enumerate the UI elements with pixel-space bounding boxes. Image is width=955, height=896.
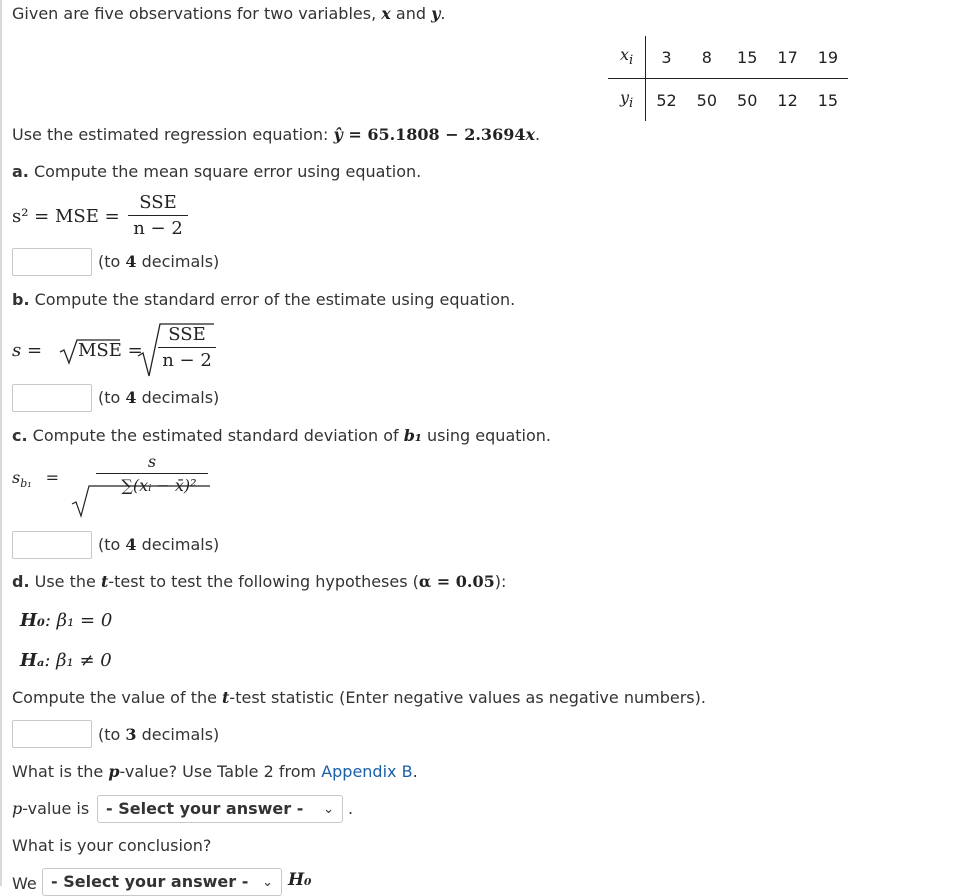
x-value: 17 <box>767 36 807 79</box>
part-a-text: Compute the mean square error using equation. <box>28 162 422 181</box>
s-numerator: SSE <box>168 324 206 345</box>
part-b-prefix: b. <box>12 290 30 309</box>
part-c-prefix: c. <box>12 426 28 445</box>
regression-period: . <box>535 125 541 144</box>
appendix-b-link[interactable]: Appendix B <box>321 762 413 781</box>
sb1-lhs: $s_{b_1}$ = <box>12 468 60 491</box>
part-b-text: Compute the standard error of the estimate using equation. <box>29 290 516 309</box>
s-lhs: s = <box>12 340 43 361</box>
intro-period: . <box>440 4 446 23</box>
mse-numerator: SSE <box>139 192 177 213</box>
observations-table <box>608 36 848 121</box>
part-d-prompt <box>12 572 506 591</box>
sb1-numerator: s <box>147 452 157 471</box>
y-value: 50 <box>696 90 718 110</box>
t-stat-answer-input[interactable] <box>12 720 92 748</box>
x-value: 15 <box>727 36 767 79</box>
null-hypothesis: H₀: β₁ = 0 <box>20 610 113 631</box>
sqrt-mse: MSE = <box>78 340 143 361</box>
intro-and: and <box>390 4 432 23</box>
part-b-prompt <box>12 290 515 309</box>
y-label: $y_i$ <box>608 79 646 122</box>
p-value-label: p-value is <box>12 799 90 818</box>
x-value: 3 <box>646 36 687 79</box>
alpha-value: α = 0.05 <box>418 572 495 591</box>
regression-line <box>12 125 540 144</box>
conclusion-we: We <box>12 874 37 893</box>
t-stat-hint: (to 3 decimals) <box>98 725 220 744</box>
s-answer-input[interactable] <box>12 384 92 412</box>
y-value: 15 <box>817 90 839 110</box>
part-c-text: Compute the estimated standard deviation of <box>27 426 404 445</box>
sb1-answer-input[interactable] <box>12 531 92 559</box>
part-d-prefix: d. <box>12 572 30 591</box>
fraction-bar <box>128 215 188 216</box>
conclusion-select-text: - Select your answer - <box>51 872 249 891</box>
x-label: $x_i$ <box>608 36 646 79</box>
mse-lhs: s² = MSE = <box>12 206 120 227</box>
p-value-select-text: - Select your answer - <box>106 799 304 818</box>
part-a-prompt <box>12 162 421 181</box>
conclusion-select[interactable] <box>42 868 282 896</box>
t-symbol: t <box>100 572 109 591</box>
mse-fraction <box>128 192 188 239</box>
regression-x: x <box>525 125 536 144</box>
chevron-down-icon: ⌄ <box>323 802 334 817</box>
yhat: ŷ <box>333 125 343 144</box>
b1-symbol: b₁ <box>403 426 422 445</box>
part-c-text-end: using equation. <box>421 426 551 445</box>
x-value: 19 <box>808 36 848 79</box>
sb1-hint: (to 4 decimals) <box>98 535 220 554</box>
p-value-period: . <box>348 799 354 818</box>
left-border <box>0 0 2 886</box>
conclusion-h0: H₀ <box>288 870 312 890</box>
s-denominator: n − 2 <box>162 350 212 371</box>
alt-hypothesis: Hₐ: β₁ ≠ 0 <box>20 650 112 671</box>
intro-text <box>12 4 445 23</box>
p-value-select[interactable] <box>97 795 343 823</box>
mse-answer-input[interactable] <box>12 248 92 276</box>
conclusion-question: What is your conclusion? <box>12 836 212 855</box>
y-value: 50 <box>737 90 758 110</box>
part-d-text: Use the <box>29 572 101 591</box>
regression-text: Use the estimated regression equation: <box>12 125 334 144</box>
table-row-x <box>608 36 848 79</box>
table-row-y <box>608 79 848 122</box>
x-value: 8 <box>687 36 727 79</box>
chevron-down-icon: ⌄ <box>262 875 273 890</box>
part-a-prefix: a. <box>12 162 29 181</box>
intro-sentence: Given are five observations for two variables, <box>12 4 382 23</box>
part-c-prompt <box>12 426 551 445</box>
fraction-bar <box>96 473 208 474</box>
part-d-text-mid: -test to test the following hypotheses ( <box>108 572 419 591</box>
var-y: y <box>431 4 441 23</box>
mse-denominator: n − 2 <box>133 218 183 239</box>
y-value: 12 <box>777 90 798 110</box>
t-stat-prompt: Compute the value of the t-test statistic (Enter negative values as negative numbers). <box>12 688 706 707</box>
part-d-close: ): <box>494 572 507 591</box>
var-x: x <box>381 4 391 23</box>
s-hint: (to 4 decimals) <box>98 388 220 407</box>
fraction-bar <box>158 347 216 348</box>
regression-equation: = 65.1808 − 2.3694 <box>342 125 526 144</box>
s-fraction <box>158 324 216 371</box>
p-value-question: What is the p-value? Use Table 2 from Appendix B. <box>12 762 418 781</box>
sb1-denominator: ∑(xᵢ − x̄)² <box>121 476 197 495</box>
mse-hint: (to 4 decimals) <box>98 252 220 271</box>
sqrt-sum-symbol <box>72 484 212 520</box>
y-value: 52 <box>656 90 677 110</box>
